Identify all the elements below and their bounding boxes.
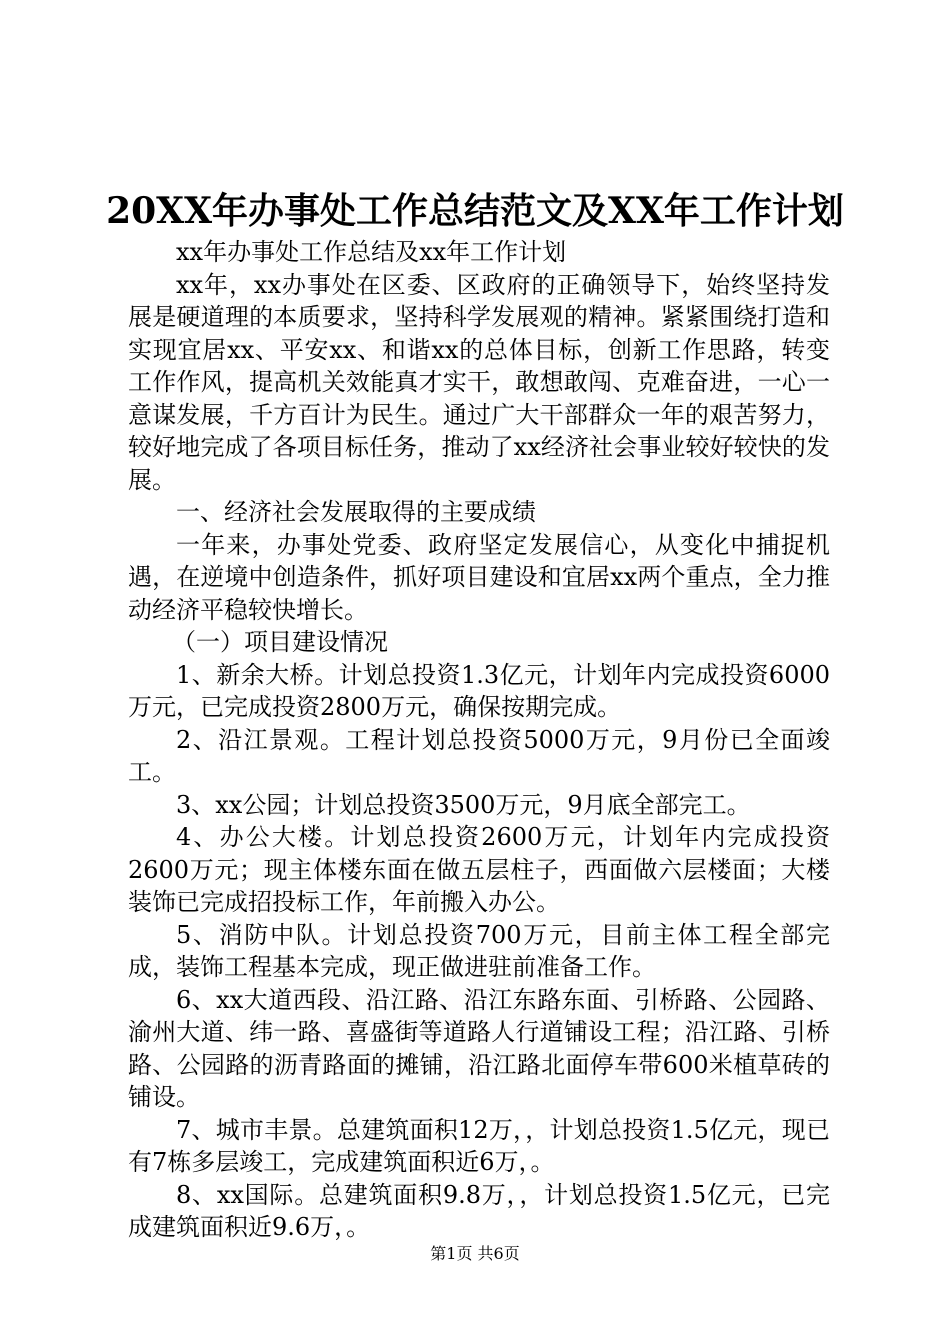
list-item: 5、消防中队。计划总投资700万元，目前主体工程全部完成，装饰工程基本完成，现正做进驻前准备工作。 (128, 920, 830, 981)
list-item: 2、沿江景观。工程计划总投资5000万元，9月份已全面竣工。 (128, 725, 830, 786)
document-title: 20XX年办事处工作总结范文及XX年工作计划 (106, 190, 844, 232)
list-item: 7、城市丰景。总建筑面积12万，，计划总投资1.5亿元，现已有7栋多层竣工，完成建筑面积近6万，。 (128, 1115, 830, 1176)
intro-paragraph: xx年，xx办事处在区委、区政府的正确领导下，始终坚持发展是硬道理的本质要求，坚持科学发展观的精神。紧紧围绕打造和实现宜居xx、平安xx、和谐xx的总体目标，创新工作思路，转变工作作风，提高机关效能真才实干，敢想敢闯、克难奋进，一心一意谋发展，千方百计为民生。通过广大干部群众一年的艰苦努力，较好地完成了各项目标任务，推动了xx经济社会事业较好较快的发展。 (128, 270, 830, 494)
list-item: 8、xx国际。总建筑面积9.8万，，计划总投资1.5亿元，已完成建筑面积近9.6万，。 (128, 1180, 830, 1241)
section-heading: 一、经济社会发展取得的主要成绩 (176, 498, 536, 526)
page-indicator: 第1页 共6页 (430, 1244, 520, 1263)
document-body (128, 236, 830, 1244)
subtitle-paragraph: xx年办事处工作总结及xx年工作计划 (176, 238, 567, 266)
list-item: 6、xx大道西段、沿江路、沿江东路东面、引桥路、公园路、渝州大道、纬一路、喜盛街等道路人行道铺设工程；沿江路、引桥路、公园路的沥青路面的摊铺，沿江路北面停车带600米植草砖的铺设。 (128, 985, 830, 1111)
list-item: 3、xx公园；计划总投资3500万元，9月底全部完工。 (176, 790, 751, 819)
subsection-heading: （一）项目建设情况 (172, 628, 388, 656)
list-item: 1、新余大桥。计划总投资1.3亿元，计划年内完成投资6000万元，已完成投资2800万元，确保按期完成。 (128, 660, 830, 721)
section-paragraph: 一年来，办事处党委、政府坚定发展信心，从变化中捕捉机遇，在逆境中创造条件，抓好项目建设和宜居xx两个重点，全力推动经济平稳较快增长。 (128, 530, 830, 624)
list-item: 4、办公大楼。计划总投资2600万元，计划年内完成投资2600万元；现主体楼东面在做五层柱子，西面做六层楼面；大楼装饰已完成招投标工作，年前搬入办公。 (128, 823, 830, 916)
